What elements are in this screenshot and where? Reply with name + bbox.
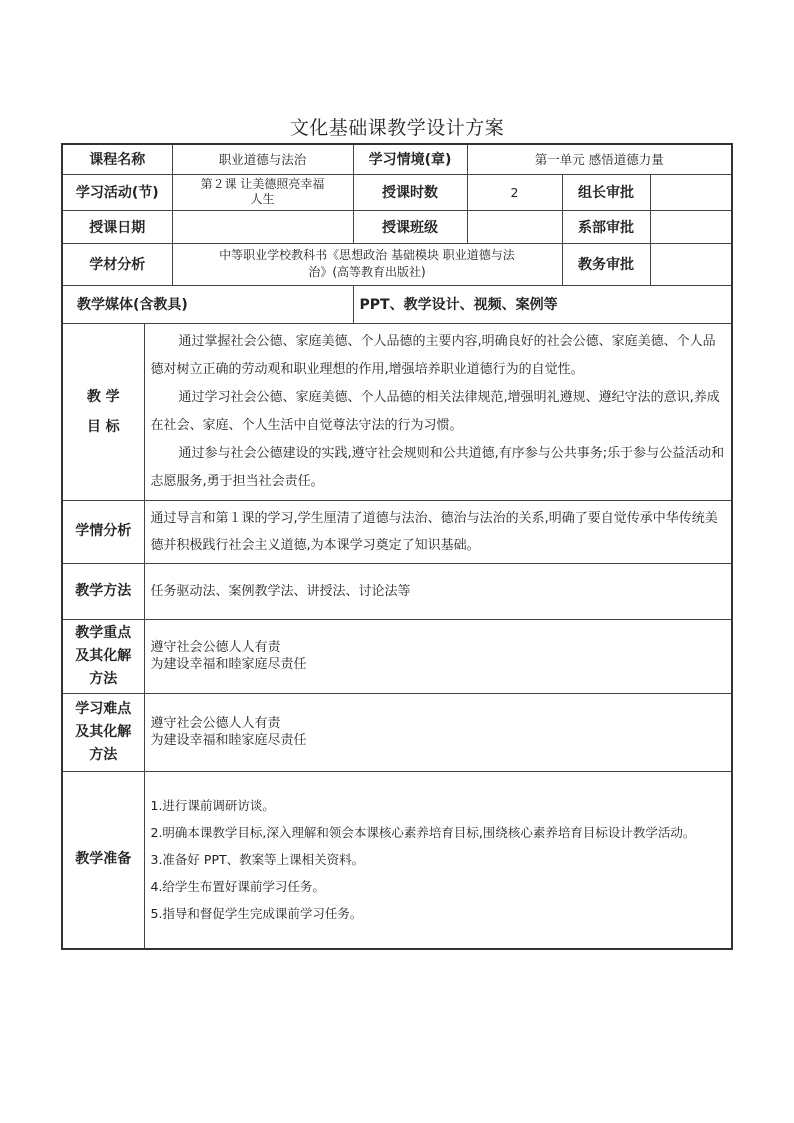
- objectives-label: [62, 323, 144, 500]
- chapter-value: 第一单元 感悟道德力量: [467, 144, 732, 174]
- course-name-value: 职业道德与法治: [172, 144, 353, 174]
- activity-value: [172, 174, 353, 210]
- activity-value-line2: 人生: [250, 192, 275, 206]
- key-point-2: 为建设幸福和睦家庭尽责任: [150, 657, 307, 672]
- class-label: 授课班级: [353, 210, 467, 243]
- affairs-approval-value: [650, 243, 732, 285]
- row-learner: [62, 500, 732, 563]
- objectives-label-line2: 目 标: [86, 418, 120, 435]
- row-objectives: [62, 323, 732, 500]
- objective-paragraph-2: 通过学习社会公德、家庭美德、个人品德的相关法律规范,增强明礼遵规、遵纪守法的意识,养成在社会、家庭、个人生活中自觉尊法守法的行为习惯。: [150, 389, 720, 433]
- row-media: [62, 285, 732, 323]
- chapter-label: 学习情境(章): [353, 144, 467, 174]
- document-title: 文化基础课教学设计方案: [289, 117, 505, 139]
- hours-value: 2: [467, 174, 562, 210]
- group-approval-label: 组长审批: [562, 174, 650, 210]
- key-point-1: 遵守社会公德人人有责: [150, 640, 281, 655]
- material-value-line2: 治》(高等教育出版社): [308, 265, 426, 279]
- group-approval-value: [650, 174, 732, 210]
- activity-label: 学习活动(节): [62, 174, 172, 210]
- prep-item-2: 2.明确本课教学目标,深入理解和领会本课核心素养培育目标,围绕核心素养培育目标设计教学活动。: [150, 825, 696, 841]
- learner-text: 通过导言和第１课的学习,学生厘清了道德与法治、德治与法治的关系,明确了要自觉传承中华传统美德并积极践行社会主义道德,为本课学习奠定了知识基础。: [144, 500, 732, 563]
- course-name-label: 课程名称: [62, 144, 172, 174]
- objectives-label-line1: 教 学: [86, 388, 120, 405]
- material-label: 学材分析: [62, 243, 172, 285]
- dept-approval-value: [650, 210, 732, 243]
- key-points-label: [62, 619, 144, 693]
- row-preparation: [62, 771, 732, 949]
- date-value: [172, 210, 353, 243]
- difficulties-label: [62, 693, 144, 771]
- row-course: [62, 144, 732, 174]
- learner-label: 学情分析: [62, 500, 144, 563]
- affairs-approval-label: 教务审批: [562, 243, 650, 285]
- row-key-points: [62, 619, 732, 693]
- row-material: [62, 243, 732, 285]
- preparation-label: 教学准备: [62, 771, 144, 949]
- media-label-text: 教学媒体(含教具): [77, 297, 188, 313]
- hours-label: 授课时数: [353, 174, 467, 210]
- preparation-content: [144, 771, 732, 949]
- difficulties-label-line1: 学习难点: [75, 700, 132, 717]
- material-value-line1: 中等职业学校教科书《思想政治 基础模块 职业道德与法: [219, 248, 515, 262]
- key-points-label-line3: 方法: [89, 670, 118, 687]
- methods-text: 任务驱动法、案例教学法、讲授法、讨论法等: [144, 563, 732, 619]
- key-points-label-line2: 及其化解: [75, 647, 132, 664]
- date-label: 授课日期: [62, 210, 172, 243]
- row-difficulties: [62, 693, 732, 771]
- objective-paragraph-3: 通过参与社会公德建设的实践,遵守社会规则和公共道德,有序参与公共事务;乐于参与公益活动和志愿服务,勇于担当社会责任。: [150, 445, 725, 489]
- prep-item-1: 1.进行课前调研访谈。: [150, 798, 275, 814]
- dept-approval-label: 系部审批: [562, 210, 650, 243]
- prep-item-3: 3.准备好 PPT、教案等上课相关资料。: [150, 852, 365, 868]
- methods-label: 教学方法: [62, 563, 144, 619]
- row-date: [62, 210, 732, 243]
- prep-item-4: 4.给学生布置好课前学习任务。: [150, 879, 325, 895]
- row-methods: [62, 563, 732, 619]
- row-activity: [62, 174, 732, 210]
- media-value: PPT、教学设计、视频、案例等: [353, 285, 732, 323]
- lesson-plan-table: [61, 143, 733, 950]
- key-points-content: [144, 619, 732, 693]
- difficulty-1: 遵守社会公德人人有责: [150, 716, 281, 731]
- class-value: [467, 210, 562, 243]
- difficulties-label-line2: 及其化解: [75, 723, 132, 740]
- difficulties-label-line3: 方法: [89, 746, 118, 763]
- difficulties-content: [144, 693, 732, 771]
- activity-value-line1: 第２课 让美德照亮幸福: [200, 177, 325, 191]
- objective-paragraph-1: 通过掌握社会公德、家庭美德、个人品德的主要内容,明确良好的社会公德、家庭美德、个人品德对树立正确的劳动观和职业理想的作用,增强培养职业道德行为的自觉性。: [150, 333, 716, 377]
- material-value: [172, 243, 562, 285]
- difficulty-2: 为建设幸福和睦家庭尽责任: [150, 733, 307, 748]
- key-points-label-line1: 教学重点: [75, 624, 132, 641]
- prep-item-5: 5.指导和督促学生完成课前学习任务。: [150, 906, 363, 922]
- objectives-content: [144, 323, 732, 500]
- media-label: [62, 285, 353, 323]
